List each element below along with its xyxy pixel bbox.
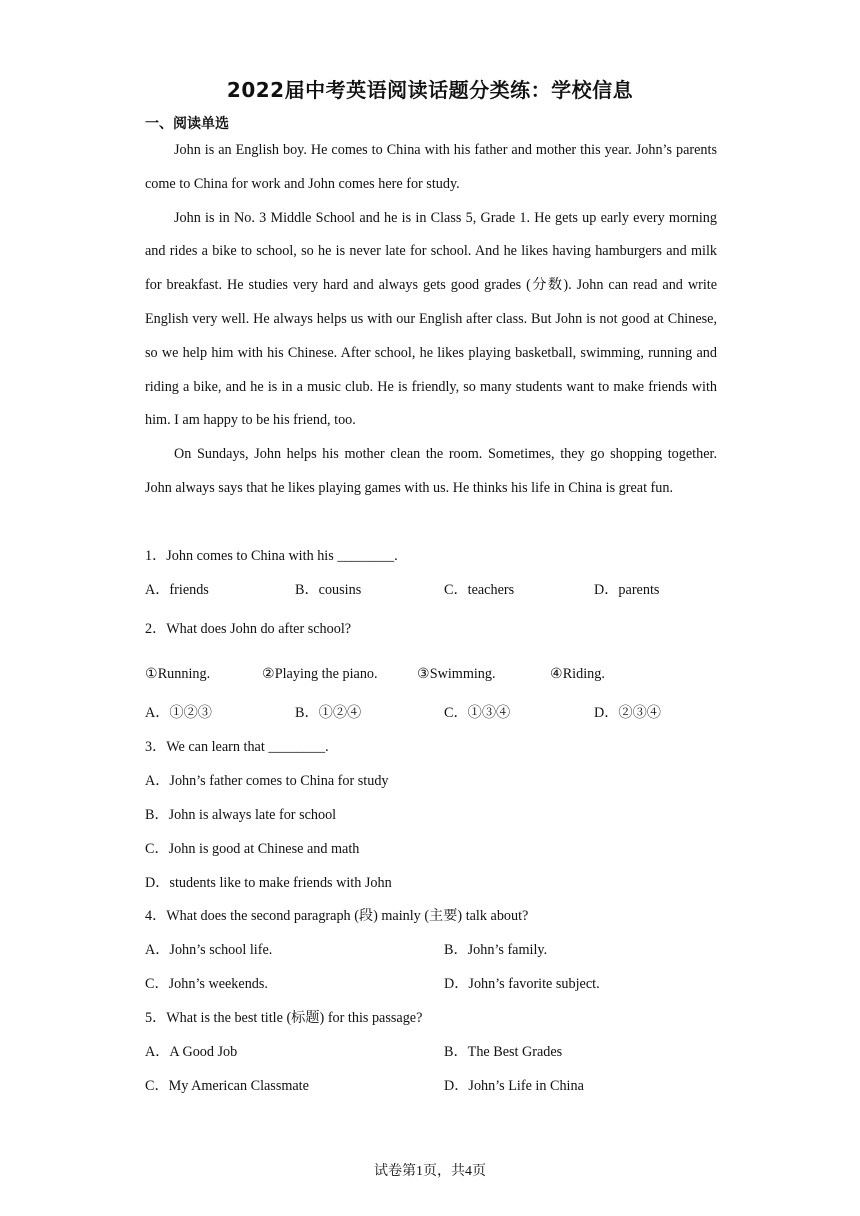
passage-paragraph-1: John is an English boy. He comes to China with his father and mother this year. John’s parents come to China for work and John comes here for study. bbox=[145, 142, 717, 192]
passage-paragraph-3: On Sundays, John helps his mother clean the room. Sometimes, they go shopping together. John always says that he likes playing games with us. He thinks his life in China is great fun. bbox=[145, 446, 717, 496]
question-5-option-c[interactable]: C．My American Classmate bbox=[145, 1078, 309, 1094]
section-heading: 一、阅读单选 bbox=[145, 116, 229, 132]
question-5-option-d[interactable]: D．John’s Life in China bbox=[444, 1078, 584, 1094]
page-title: 2022届中考英语阅读话题分类练：学校信息 bbox=[226, 78, 634, 102]
question-2-option-a[interactable]: A．①②③ bbox=[145, 705, 212, 721]
question-2-item-1: ①Running. bbox=[145, 666, 211, 682]
question-3-option-a[interactable]: A．John’s father comes to China for study bbox=[145, 773, 389, 789]
question-1-option-c[interactable]: C．teachers bbox=[444, 582, 515, 598]
question-3-stem: 3．We can learn that ________. bbox=[145, 739, 329, 755]
question-1-option-b[interactable]: B．cousins bbox=[295, 582, 362, 598]
page-footer: 试卷第1页，共4页 bbox=[374, 1164, 486, 1179]
question-1-option-d[interactable]: D．parents bbox=[594, 582, 660, 598]
question-3-option-b[interactable]: B．John is always late for school bbox=[145, 807, 337, 823]
question-1-stem: 1．John comes to China with his ________. bbox=[145, 548, 398, 564]
question-3-option-c[interactable]: C．John is good at Chinese and math bbox=[145, 841, 360, 857]
question-5-option-b[interactable]: B．The Best Grades bbox=[444, 1044, 563, 1060]
passage-paragraph-2: John is in No. 3 Middle School and he is in Class 5, Grade 1. He gets up early every morning and rides a bike to school, so he is never late for school. And he likes having hamburgers and milk for breakfast. He studies very hard and always gets good grades (分数). John can read and write English very well. He always helps us with our English after class. But John is not good at Chinese, so we help him with his Chinese. After school, he likes playing basketball, swimming, running and riding a bike, and he is in a music club. He is friendly, so many students want to make friends with him. I am happy to be his friend, too. bbox=[145, 209, 717, 429]
question-4-option-b[interactable]: B．John’s family. bbox=[444, 942, 548, 958]
question-5-option-a[interactable]: A．A Good Job bbox=[145, 1044, 238, 1060]
question-4-option-a[interactable]: A．John’s school life. bbox=[145, 942, 273, 958]
question-2-option-c[interactable]: C．①③④ bbox=[444, 705, 511, 721]
question-3-option-d[interactable]: D．students like to make friends with John bbox=[145, 875, 392, 891]
question-4-stem: 4．What does the second paragraph (段) mainly (主要) talk about? bbox=[145, 908, 529, 924]
question-2-item-3: ③Swimming. bbox=[417, 666, 496, 682]
question-1-option-a[interactable]: A．friends bbox=[145, 582, 209, 598]
question-4-option-d[interactable]: D．John’s favorite subject. bbox=[444, 976, 600, 992]
question-5-stem: 5．What is the best title (标题) for this passage? bbox=[145, 1010, 423, 1026]
question-2-item-4: ④Riding. bbox=[550, 666, 605, 682]
question-2-option-d[interactable]: D．②③④ bbox=[594, 705, 661, 721]
question-2-item-2: ②Playing the piano. bbox=[262, 666, 378, 682]
question-2-option-b[interactable]: B．①②④ bbox=[295, 705, 362, 721]
question-2-stem: 2．What does John do after school? bbox=[145, 621, 352, 637]
question-4-option-c[interactable]: C．John’s weekends. bbox=[145, 976, 268, 992]
reading-passage bbox=[145, 134, 717, 506]
